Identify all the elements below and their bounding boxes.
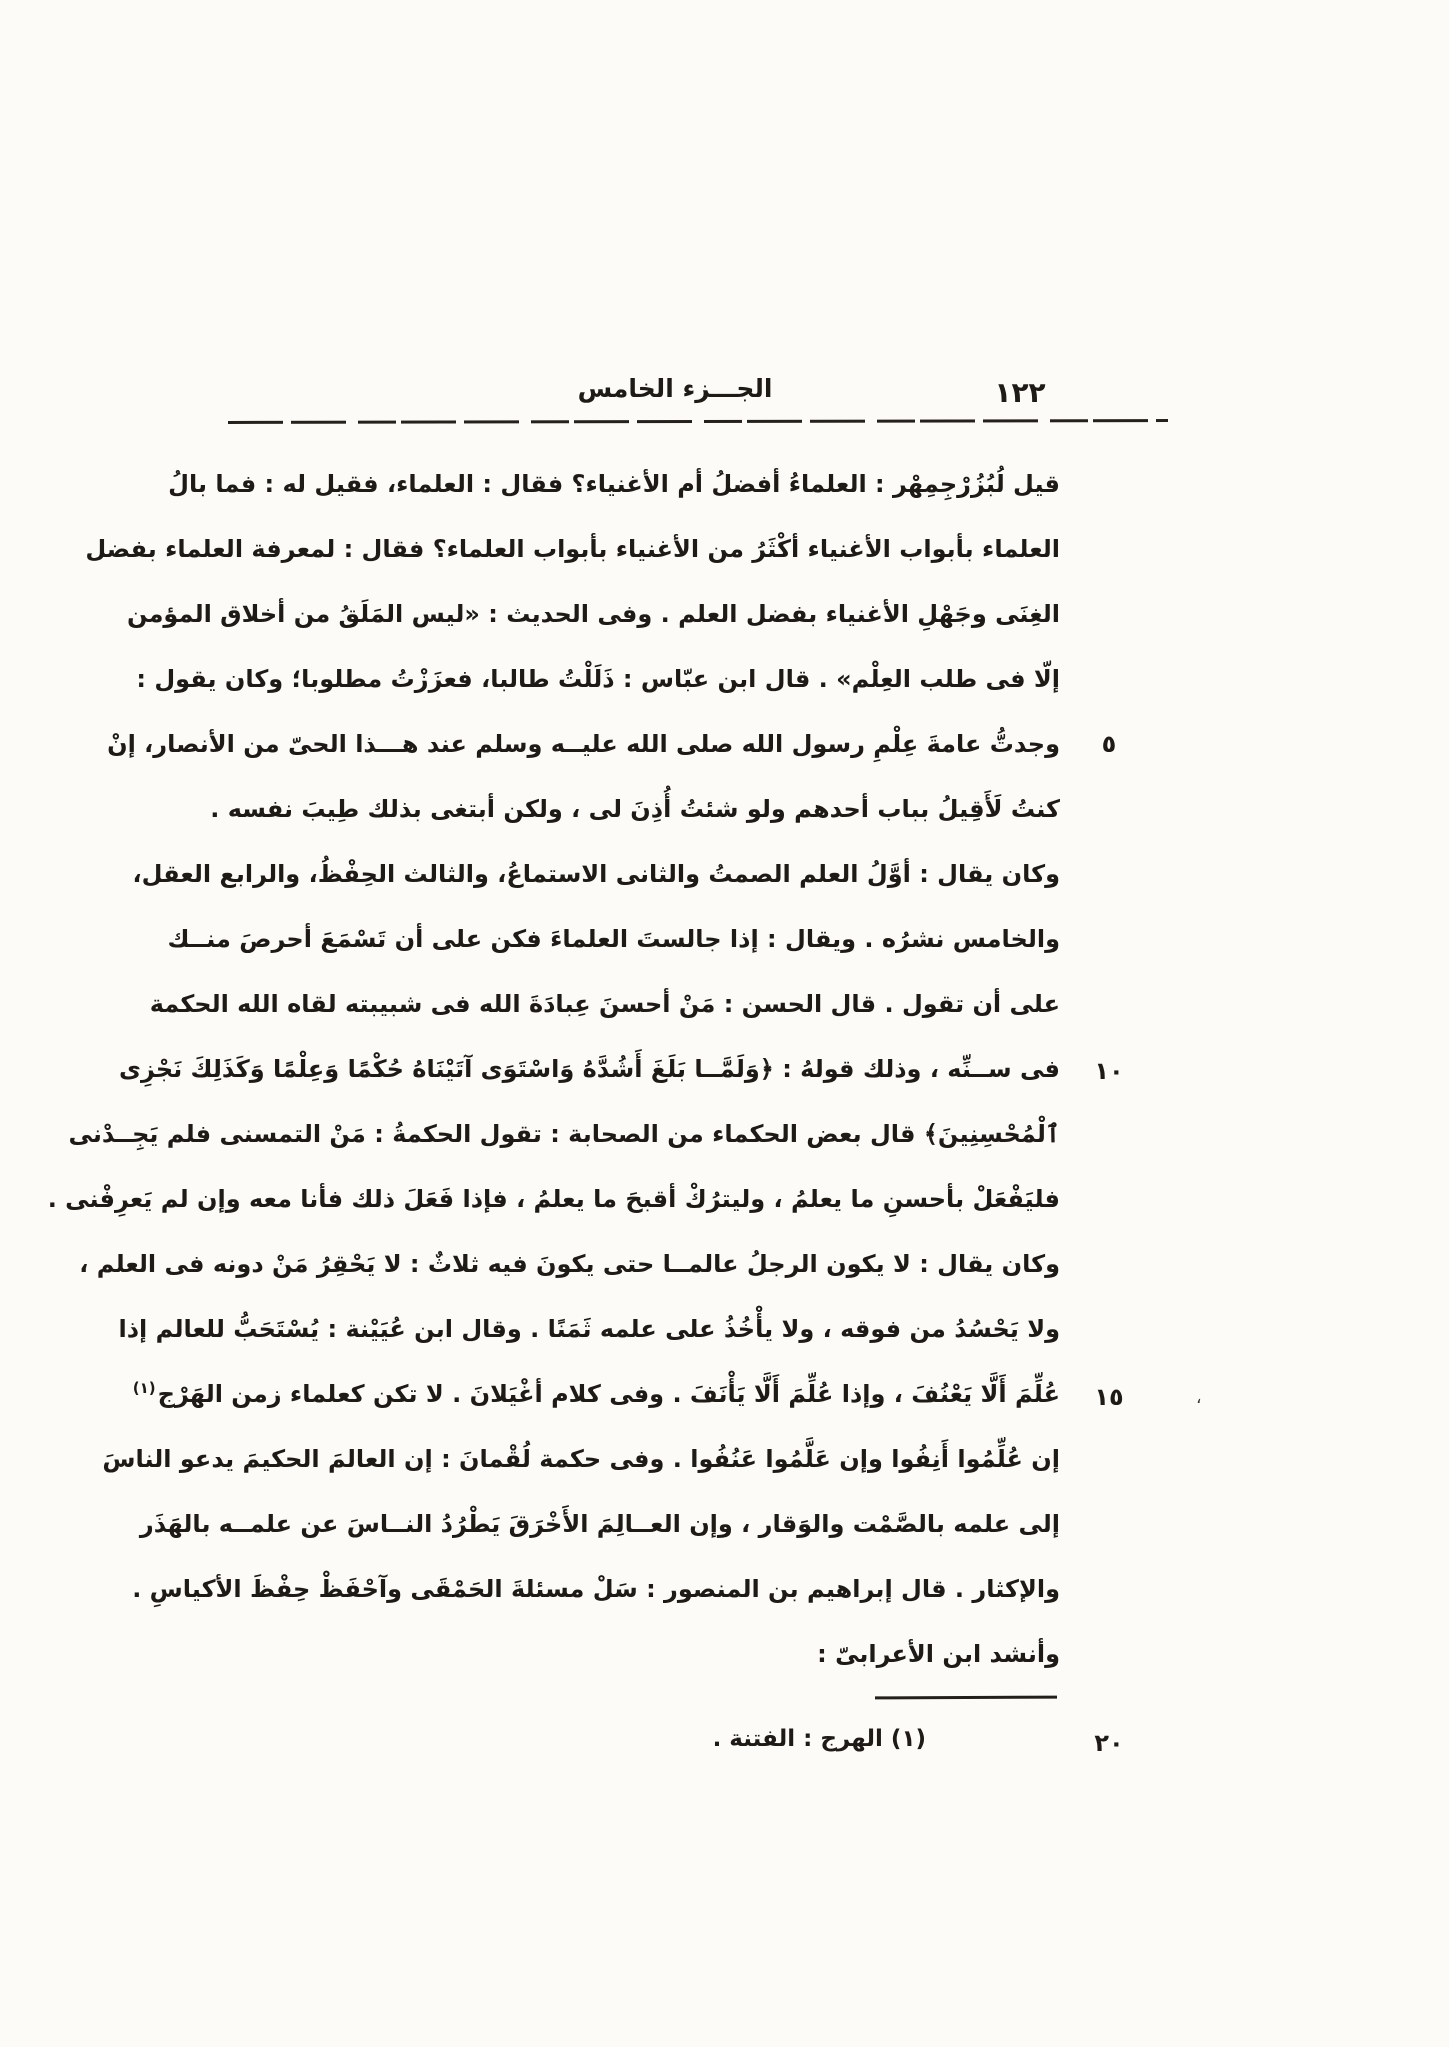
text-line bbox=[168, 452, 1060, 517]
stray-ink-mark: ، bbox=[1196, 1388, 1202, 1408]
margin-line-number-10: ١٠ bbox=[1094, 1057, 1124, 1085]
text-line bbox=[132, 1557, 1060, 1622]
text-line-content: فى ســنِّه ، وذلك قولهُ : ﴿وَلَمَّــا بَلَغَ أَشُدَّهُ وَاسْتَوَى آتَيْنَاهُ حُكْمًا وَعِلْمًا وَكَذَلِكَ نَجْزِى bbox=[118, 1055, 1060, 1083]
text-line bbox=[118, 1297, 1060, 1362]
text-line-content: على أن تقول . قال الحسن : مَنْ أحسنَ عِبادَةَ الله فى شبيبته لقاه الله الحكمة bbox=[149, 990, 1060, 1018]
body-text bbox=[47, 452, 1060, 1687]
text-line-content: إلى علمه بالصَّمْت والوَقار ، وإن العــالِمَ الأَخْرَقَ يَطْرُدُ النــاسَ عن علمــه بالهَذَر bbox=[139, 1510, 1060, 1538]
text-line bbox=[167, 907, 1060, 972]
text-line-content: ولا يَحْسُدُ من فوقه ، ولا يأْخُذُ على علمه ثَمَنًا . وقال ابن عُيَيْنة : يُسْتَحَبُّ للعالم إذا bbox=[118, 1315, 1060, 1343]
text-line-content: قيل لُبُزُرْجِمِهْر : العلماءُ أفضلُ أم الأغنياء؟ فقال : العلماء، فقيل له : فما بالُ bbox=[168, 470, 1060, 498]
text-line-content: كنتُ لَأَقِيلُ بباب أحدهم ولو شئتُ أُذِنَ لى ، ولكن أبتغى بذلك طِيبَ نفسه . bbox=[210, 795, 1060, 823]
text-line-content: والخامس نشرُه . ويقال : إذا جالستَ العلماءَ فكن على أن تَسْمَعَ أحرصَ منــك bbox=[167, 925, 1060, 953]
text-line bbox=[210, 777, 1060, 842]
header-rule bbox=[228, 419, 1168, 424]
margin-line-number-20: ٢٠ bbox=[1094, 1729, 1124, 1757]
header-title: الجـــزء الخامس bbox=[577, 374, 773, 403]
text-line-content: عُلِّمَ أَلَّا يَعْنُفَ ، وإذا عُلِّمَ أَلَّا يَأْنَفَ . وفى كلام أغْيَلانَ . لا تكن كعلماء زمن الهَرْج bbox=[157, 1380, 1060, 1408]
text-line bbox=[102, 1427, 1060, 1492]
text-line-content: الغِنَى وجَهْلِ الأغنياء بفضل العلم . وفى الحديث : «ليس المَلَقُ من أخلاق المؤمن bbox=[126, 600, 1060, 628]
text-line bbox=[79, 1232, 1060, 1297]
text-line bbox=[240, 1622, 1060, 1687]
text-line-content: وجدتُّ عامةَ عِلْمِ رسول الله صلى الله عليــه وسلم عند هـــذا الحىّ من الأنصار، إنْ bbox=[107, 730, 1060, 758]
text-line-content: إن عُلِّمُوا أَنِفُوا وإن عَلَّمُوا عَنُفُوا . وفى حكمة لُقْمانَ : إن العالمَ الحكيمَ يدعو الناسَ bbox=[102, 1445, 1060, 1473]
margin-line-number-15: ١٥ bbox=[1094, 1383, 1124, 1411]
text-line bbox=[118, 1037, 1060, 1102]
text-line-content: العلماء بأبواب الأغنياء أكْثَرُ من الأغنياء بأبواب العلماء؟ فقال : لمعرفة العلماء بفضل bbox=[85, 535, 1060, 563]
footnote-text: (١) الهرج : الفتنة . bbox=[712, 1726, 926, 1752]
text-line bbox=[47, 1167, 1060, 1232]
text-line-content: وكان يقال : لا يكون الرجلُ عالمــا حتى يكونَ فيه ثلاثٌ : لا يَحْقِرُ مَنْ دونه فى العلم ، bbox=[79, 1250, 1060, 1278]
text-line bbox=[132, 842, 1060, 907]
footnote-marker: (١) bbox=[132, 1379, 156, 1397]
text-line-content: إلّا فى طلب العِلْم» . قال ابن عبّاس : ذَلَلْتُ طالبا، فعزَزْتُ مطلوبا؛ وكان يقول : bbox=[136, 665, 1060, 693]
text-line-content: والإكثار . قال إبراهيم بن المنصور : سَلْ مسئلةَ الحَمْقَى وآحْفَظْ حِفْظَ الأكياسِ . bbox=[132, 1575, 1060, 1603]
text-line-content: فليَفْعَلْ بأحسنِ ما يعلمُ ، وليترُكْ أقبحَ ما يعلمُ ، فإذا فَعَلَ ذلك فأنا معه وإن لم يَعرِفْنى . bbox=[47, 1185, 1060, 1213]
text-line-content: ٱلْمُحْسِنِينَ﴾ قال بعض الحكماء من الصحابة : تقول الحكمةُ : مَنْ التمسنى فلم يَجِــدْنى bbox=[68, 1120, 1060, 1148]
text-line bbox=[149, 972, 1060, 1037]
text-line bbox=[126, 582, 1060, 647]
page-number: ١٢٢ bbox=[994, 376, 1046, 409]
text-line bbox=[85, 517, 1060, 582]
footnote-separator bbox=[875, 1696, 1057, 1700]
text-line-content: وأنشد ابن الأعرابىّ : bbox=[817, 1640, 1060, 1668]
text-line bbox=[136, 647, 1060, 712]
text-line bbox=[107, 712, 1060, 777]
text-line-content: وكان يقال : أوَّلُ العلم الصمتُ والثانى الاستماعُ، والثالث الحِفْظُ، والرابع العقل، bbox=[132, 860, 1060, 888]
margin-line-number-5: ٥ bbox=[1101, 730, 1117, 758]
text-line bbox=[139, 1492, 1060, 1557]
text-line bbox=[68, 1102, 1060, 1167]
text-line-with-footnote-marker bbox=[132, 1362, 1060, 1427]
